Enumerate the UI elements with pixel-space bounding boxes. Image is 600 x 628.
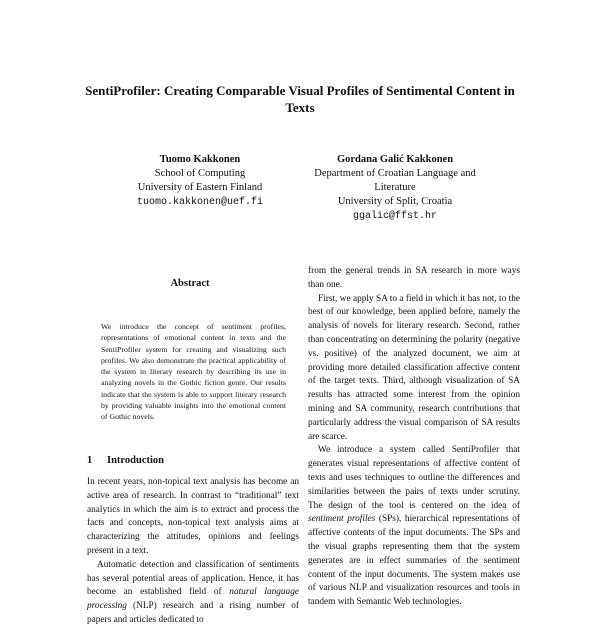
paragraph-text: We introduce a system called SentiProfiler that generates visual representations of affective content of texts and uses techniques to outline the differences and similarities between the pairs of texts under scrutiny. The design of the tool is centered on the idea of	[308, 445, 520, 511]
paragraph-text: Automatic detection and classification of sentiments has several potential areas of application. Hence, it has become an established field of	[87, 559, 299, 598]
paragraph: First, we apply SA to a field in which it has not, to the best of our knowledge, been applied before, namely the analysis of novels for literary research. Second, rather than concentrating on determining the polarity (negative vs. positive) of the analyzed document, we aim at providing more detailed classification affective content of the target texts. Third, although visualization of SA results has attracted some interest from the opinion mining and SA community, research contributions that particularly address the visual comparison of SA results are scarce.	[308, 293, 520, 442]
emphasis-text: sentiment profiles	[308, 514, 376, 525]
paragraph	[87, 559, 299, 628]
emphasis-text: natural language processing	[87, 587, 299, 612]
author-affiliation: University of Split, Croatia	[337, 196, 453, 207]
author-name: Gordana Galić Kakkonen	[336, 154, 454, 165]
paragraph	[308, 444, 520, 610]
paper-title: SentiProfiler: Creating Comparable Visual Profiles of Sentimental Content in Texts	[85, 83, 515, 115]
author-name: Tuomo Kakkonen	[159, 154, 241, 165]
author-block-1	[115, 153, 285, 210]
author-email: ggalic@ffst.hr	[352, 211, 437, 222]
section-heading	[87, 455, 164, 466]
author-affiliation: Department of Croatian Language and Literature	[314, 168, 476, 193]
author-email: tuomo.kakkonen@uef.fi	[136, 197, 264, 208]
left-column	[87, 476, 299, 628]
section-title: Introduction	[107, 455, 164, 466]
section-number: 1	[87, 455, 93, 466]
paragraph-text: (NLP) research and a rising number of papers and articles dedicated to	[87, 601, 299, 625]
paragraph-text: (SPs), hierarchical representations of affective contents of the input documents. The SPs and the visual graphs representing them that the system generates are in effect summaries of the sentiment content of the input documents. The system makes use of various NLP and visualization resources and tools in tandem with Semantic Web technologies.	[308, 514, 520, 608]
author-affiliation: School of Computing	[154, 168, 246, 179]
abstract-heading: Abstract	[170, 278, 210, 289]
paragraph: In recent years, non-topical text analysis has become an active area of research. In contrast to “traditional” text analytics in which the aim is to extract and process the facts and concepts, non-topical text analysis aims at characterizing the attitudes, opinions and feelings present in a text.	[87, 477, 299, 556]
paragraph: from the general trends in SA research in more ways than one.	[308, 266, 520, 290]
abstract-text: We introduce the concept of sentiment profiles, representations of emotional content in texts and the SentiProfiler system for creating and visualizing such profiles. We also demonstrate the practical applicability of the system in literary research by describing its use in analyzing novels in the Gothic fiction genre. Our results indicate that the system is able to support literary research by providing valuable insights into the emotional content of Gothic novels.	[101, 322, 286, 422]
right-column	[308, 265, 520, 610]
author-affiliation: University of Eastern Finland	[137, 182, 263, 193]
author-block-2	[310, 153, 480, 224]
